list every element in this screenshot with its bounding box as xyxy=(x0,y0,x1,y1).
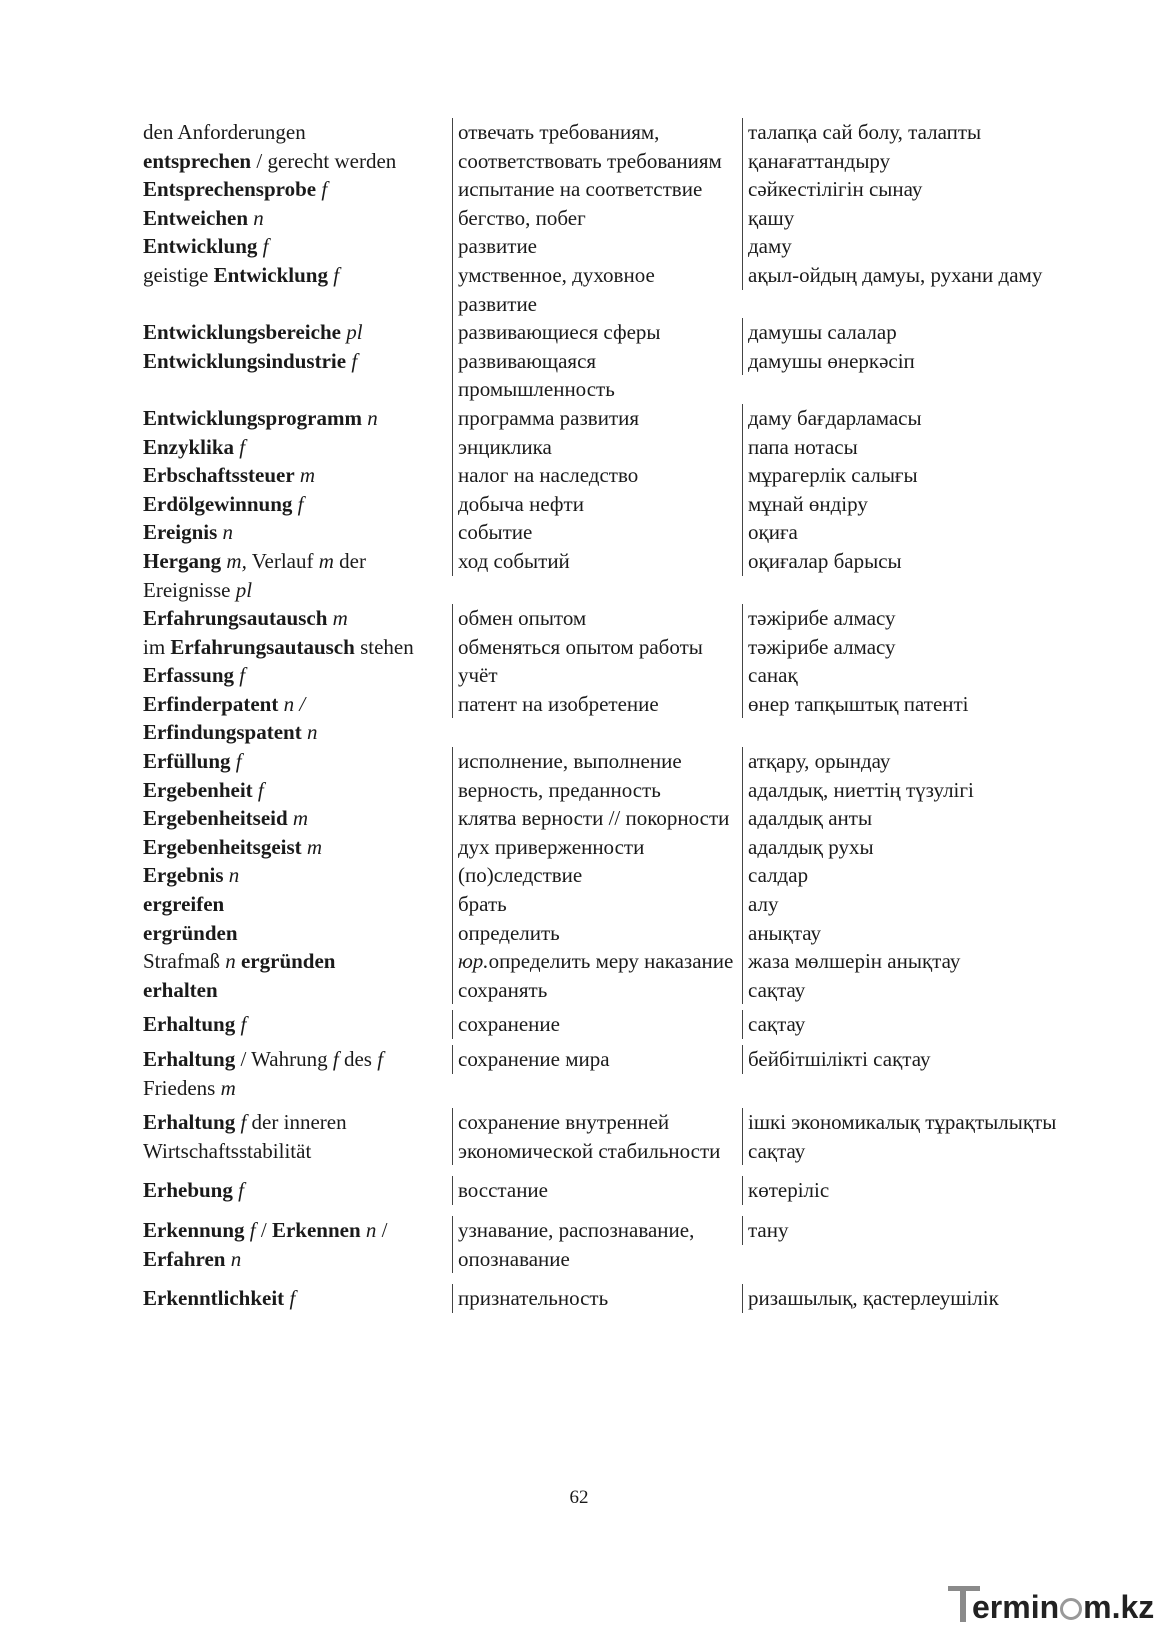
russian-translation xyxy=(452,976,742,1005)
russian-translation xyxy=(452,804,742,833)
russian-translation xyxy=(452,890,742,919)
german-term xyxy=(130,1045,452,1102)
text-segment: восстание xyxy=(458,1178,548,1203)
text-segment: развивающаяся промышленность xyxy=(458,348,615,402)
russian-translation xyxy=(452,1284,742,1313)
text-segment: алу xyxy=(748,892,779,917)
entry-row xyxy=(130,461,1060,490)
text-segment: Ergebenheitsgeist xyxy=(143,834,302,859)
entry-row xyxy=(130,976,1060,1005)
german-term xyxy=(130,661,452,690)
russian-translation xyxy=(452,947,742,976)
text-segment: den Anforderungen xyxy=(143,120,306,144)
entry-row xyxy=(130,261,1060,318)
kazakh-translation xyxy=(742,604,1060,633)
text-segment: Erbschaftssteuer xyxy=(143,463,295,488)
entry-row xyxy=(130,1004,1060,1039)
text-segment: f xyxy=(234,434,246,459)
kazakh-translation xyxy=(742,318,1060,347)
german-term xyxy=(130,347,452,376)
russian-translation xyxy=(452,1010,742,1039)
entry-row xyxy=(130,433,1060,462)
entry-row xyxy=(130,833,1060,862)
text-segment: n xyxy=(217,520,234,545)
text-segment: m xyxy=(294,463,316,488)
text-segment: f xyxy=(234,663,246,688)
german-term xyxy=(130,604,452,633)
page-number: 62 xyxy=(569,1487,589,1508)
german-term xyxy=(130,690,452,747)
entry-row xyxy=(130,861,1060,890)
text-segment: f xyxy=(235,1012,247,1037)
kazakh-translation xyxy=(742,118,1060,175)
text-segment: обменяться опытом работы xyxy=(458,634,703,659)
entry-row xyxy=(130,1205,1060,1273)
russian-translation xyxy=(452,461,742,490)
text-segment: признательность xyxy=(458,1286,609,1311)
german-term xyxy=(130,318,452,347)
text-segment: обмен опытом xyxy=(458,606,587,631)
text-segment: определить xyxy=(458,920,560,945)
german-term xyxy=(130,118,452,175)
text-segment: Erhaltung xyxy=(143,1047,236,1071)
russian-translation xyxy=(452,1108,742,1165)
russian-translation xyxy=(452,776,742,805)
german-term xyxy=(130,776,452,805)
text-segment: развивающиеся сферы xyxy=(458,320,661,345)
german-term xyxy=(130,919,452,948)
text-segment: / xyxy=(376,1217,388,1242)
text-segment: ішкі экономикалық тұрақтылықты сақтау xyxy=(748,1110,1057,1163)
russian-translation xyxy=(452,604,742,633)
text-segment: f xyxy=(232,1178,244,1203)
text-segment: f xyxy=(371,1047,384,1071)
text-segment: n xyxy=(360,1217,377,1242)
text-segment: Erfahrungsautausch xyxy=(143,606,328,631)
text-segment: событие xyxy=(458,520,533,545)
text-segment: n xyxy=(223,863,240,888)
entry-row xyxy=(130,890,1060,919)
kazakh-translation xyxy=(742,947,1060,976)
text-segment: сақтау xyxy=(748,977,806,1002)
german-term xyxy=(130,490,452,519)
text-segment: Erfassung xyxy=(143,663,235,688)
kazakh-translation xyxy=(742,919,1060,948)
entry-row xyxy=(130,518,1060,547)
text-segment: анықтау xyxy=(748,920,822,945)
kazakh-translation xyxy=(742,490,1060,519)
text-segment: n xyxy=(248,205,264,230)
russian-translation xyxy=(452,261,742,318)
german-term xyxy=(130,461,452,490)
text-segment: дамушы салалар xyxy=(748,320,897,345)
entry-row xyxy=(130,804,1060,833)
russian-translation xyxy=(452,175,742,204)
kazakh-translation xyxy=(742,833,1060,862)
text-segment: юр. xyxy=(458,949,489,974)
entry-row xyxy=(130,919,1060,948)
text-segment: Erfahren xyxy=(143,1246,226,1271)
kazakh-translation xyxy=(742,261,1060,290)
text-segment: f xyxy=(316,177,328,202)
text-segment: / Wahrung xyxy=(235,1047,328,1071)
text-segment: адалдық, ниеттің түзулігі xyxy=(748,777,974,802)
text-segment: Erfahrungsautausch xyxy=(170,634,355,659)
kazakh-translation xyxy=(742,890,1060,919)
russian-translation xyxy=(452,547,742,576)
text-segment: сохранять xyxy=(458,977,548,1002)
text-segment: мұнай өндіру xyxy=(748,491,868,516)
kazakh-translation xyxy=(742,347,1060,376)
text-segment: тәжірибе алмасу xyxy=(748,606,896,631)
entry-row xyxy=(130,747,1060,776)
text-segment: m xyxy=(215,1075,236,1100)
text-segment: верность, преданность xyxy=(458,777,661,802)
text-segment: pl xyxy=(340,320,363,345)
kazakh-translation xyxy=(742,518,1060,547)
text-segment: энциклика xyxy=(458,434,552,459)
text-segment: Erfindungspatent xyxy=(143,720,302,745)
text-segment: m xyxy=(313,548,334,573)
text-segment: мұрагерлік салығы xyxy=(748,463,918,488)
text-segment: салдар xyxy=(748,863,809,888)
text-segment: Entwicklung xyxy=(213,262,328,287)
kazakh-translation xyxy=(742,204,1060,233)
text-segment: Erkenntlichkeit xyxy=(143,1286,285,1311)
entry-row xyxy=(130,661,1060,690)
text-segment: дух приверженности xyxy=(458,834,645,859)
russian-translation xyxy=(452,919,742,948)
kazakh-translation xyxy=(742,175,1060,204)
russian-translation xyxy=(452,1176,742,1205)
text-segment: талапқа сай болу, талапты қанағаттандыру xyxy=(748,120,982,173)
russian-translation xyxy=(452,204,742,233)
german-term xyxy=(130,1108,452,1165)
text-segment: des xyxy=(338,1047,372,1071)
text-segment: ақыл-ойдың дамуы, рухани даму xyxy=(748,262,1043,287)
kazakh-translation xyxy=(742,404,1060,433)
text-segment: тәжірибе алмасу xyxy=(748,634,896,659)
entry-row xyxy=(130,118,1060,175)
text-segment: n xyxy=(225,1246,242,1271)
text-segment: даму xyxy=(748,234,792,259)
text-segment: сохранение мира xyxy=(458,1047,610,1071)
entry-row xyxy=(130,633,1060,662)
text-segment: f xyxy=(327,262,340,287)
text-segment: Entwicklung xyxy=(143,234,258,259)
text-segment: қашу xyxy=(748,205,795,230)
russian-translation xyxy=(452,318,742,347)
german-term xyxy=(130,404,452,433)
german-term xyxy=(130,1176,452,1205)
german-term xyxy=(130,833,452,862)
german-term xyxy=(130,976,452,1005)
kazakh-translation xyxy=(742,1216,1060,1245)
german-term xyxy=(130,175,452,204)
logo-t-stem xyxy=(960,1586,966,1622)
kazakh-translation xyxy=(742,461,1060,490)
text-segment: ergründen xyxy=(240,949,336,974)
text-segment: Verlauf xyxy=(246,548,314,573)
text-segment: (по)следствие xyxy=(458,863,583,888)
entry-row xyxy=(130,490,1060,519)
text-segment: im xyxy=(143,634,171,659)
text-segment: Erkennen xyxy=(271,1217,361,1242)
entry-row xyxy=(130,947,1060,976)
text-segment: ризашылық, қастерлеушілік xyxy=(748,1286,999,1311)
kazakh-translation xyxy=(742,1108,1060,1165)
text-segment: f xyxy=(292,491,304,516)
russian-translation xyxy=(452,490,742,519)
text-segment: оқиғалар барысы xyxy=(748,548,902,573)
text-segment: Ergebenheit xyxy=(143,777,253,802)
logo-wordmark xyxy=(972,1589,1154,1626)
text-segment: f xyxy=(346,348,358,373)
text-segment: Friedens xyxy=(143,1075,216,1100)
german-term xyxy=(130,747,452,776)
german-term xyxy=(130,890,452,919)
russian-translation xyxy=(452,861,742,890)
entry-row xyxy=(130,1273,1060,1313)
russian-translation xyxy=(452,661,742,690)
text-segment: der Ereignisse xyxy=(143,548,366,602)
text-segment: сақтау xyxy=(748,1012,806,1037)
text-segment: брать xyxy=(458,892,507,917)
kazakh-translation xyxy=(742,1045,1060,1074)
text-segment: f xyxy=(244,1217,256,1242)
text-segment: даму бағдарламасы xyxy=(748,405,922,430)
text-segment: учёт xyxy=(458,663,498,688)
text-segment: добыча нефти xyxy=(458,491,584,516)
text-segment: f xyxy=(284,1286,296,1311)
russian-translation xyxy=(452,118,742,175)
entry-row xyxy=(130,404,1060,433)
text-segment: Entwicklungsbereiche xyxy=(143,320,341,345)
text-segment: санақ xyxy=(748,663,798,688)
german-term xyxy=(130,1216,452,1273)
entry-row xyxy=(130,1102,1060,1165)
text-segment: папа нотасы xyxy=(748,434,858,459)
german-term xyxy=(130,261,452,290)
kazakh-translation xyxy=(742,433,1060,462)
entry-row xyxy=(130,1039,1060,1102)
text-segment: f xyxy=(230,749,242,774)
german-term xyxy=(130,1284,452,1313)
text-segment: налог на наследство xyxy=(458,463,639,488)
kazakh-translation xyxy=(742,747,1060,776)
termincom-logo xyxy=(946,1582,1155,1628)
russian-translation xyxy=(452,404,742,433)
text-segment: көтеріліс xyxy=(748,1178,830,1203)
text-segment: дамушы өнеркәсіп xyxy=(748,348,915,373)
text-segment: Ergebenheitseid xyxy=(143,806,288,831)
russian-translation xyxy=(452,690,742,719)
text-segment: адалдық анты xyxy=(748,806,873,831)
text-segment: Hergang xyxy=(143,548,222,573)
text-segment: исполнение, выполнение xyxy=(458,749,682,774)
text-segment: отвечать требованиям, соответствовать требованиям xyxy=(458,120,722,173)
text-segment: испытание на соответствие xyxy=(458,177,703,202)
german-term xyxy=(130,433,452,462)
entry-row xyxy=(130,1165,1060,1205)
text-segment: n xyxy=(361,405,378,430)
kazakh-translation xyxy=(742,804,1060,833)
russian-translation xyxy=(452,1216,742,1273)
russian-translation xyxy=(452,518,742,547)
text-segment: geistige xyxy=(143,262,214,287)
russian-translation xyxy=(452,347,742,404)
german-term xyxy=(130,547,452,604)
text-segment: Ergebnis xyxy=(143,863,224,888)
text-segment: бегство, побег xyxy=(458,205,586,230)
text-segment: узнавание, распознавание, опознавание xyxy=(458,1217,695,1271)
german-term xyxy=(130,804,452,833)
russian-translation xyxy=(452,433,742,462)
text-segment: ergründen xyxy=(143,920,238,945)
text-segment: атқару, орындау xyxy=(748,749,891,774)
text-segment: Entwicklungsindustrie xyxy=(143,348,347,373)
entry-row xyxy=(130,204,1060,233)
text-segment: Entsprechensprobe xyxy=(143,177,317,202)
text-segment: Enzyklika xyxy=(143,434,235,459)
text-segment: n xyxy=(219,949,241,974)
entry-row xyxy=(130,232,1060,261)
text-segment: / gerecht werden xyxy=(251,148,397,173)
entry-row xyxy=(130,318,1060,347)
text-segment: Erfinderpatent xyxy=(143,691,279,716)
text-segment: f xyxy=(257,234,269,259)
kazakh-translation xyxy=(742,633,1060,662)
kazakh-translation xyxy=(742,976,1060,1005)
russian-translation xyxy=(452,833,742,862)
text-segment: m xyxy=(287,806,309,831)
logo-text-pre: ermin xyxy=(972,1589,1060,1625)
text-segment: m xyxy=(327,606,348,631)
russian-translation xyxy=(452,232,742,261)
text-segment: Entweichen xyxy=(143,205,248,230)
entry-row xyxy=(130,690,1060,747)
text-segment: m xyxy=(301,834,323,859)
text-segment: f xyxy=(327,1047,339,1071)
text-segment: Erdölgewinnung xyxy=(143,491,293,516)
text-segment: өнер тапқыштық патенті xyxy=(748,691,969,716)
russian-translation xyxy=(452,1045,742,1074)
text-segment: pl xyxy=(235,577,253,602)
text-segment: развитие xyxy=(458,234,538,259)
entry-row xyxy=(130,776,1060,805)
text-segment: / xyxy=(255,1217,272,1242)
text-segment: der inneren Wirtschaftsstabilität xyxy=(143,1110,347,1163)
logo-text-post: m.kz xyxy=(1083,1589,1155,1625)
german-term xyxy=(130,633,452,662)
text-segment: Erhebung xyxy=(143,1178,233,1203)
text-segment: программа развития xyxy=(458,405,640,430)
kazakh-translation xyxy=(742,1010,1060,1039)
text-segment: сәйкестілігін сынау xyxy=(748,177,923,202)
text-segment: патент на изобретение xyxy=(458,691,659,716)
text-segment: n xyxy=(301,720,318,745)
text-segment: жаза мөлшерін анықтау xyxy=(748,949,961,974)
kazakh-translation xyxy=(742,1176,1060,1205)
german-term xyxy=(130,204,452,233)
entry-row xyxy=(130,604,1060,633)
magnifier-icon xyxy=(1060,1598,1082,1620)
text-segment: n / xyxy=(278,691,306,716)
kazakh-translation xyxy=(742,232,1060,261)
text-segment: оқиға xyxy=(748,520,798,545)
text-segment: клятва верности // покорности xyxy=(458,806,730,831)
text-segment: f xyxy=(252,777,264,802)
text-segment: stehen xyxy=(354,634,414,659)
kazakh-translation xyxy=(742,690,1060,719)
text-segment: Erhaltung xyxy=(143,1012,236,1037)
text-segment: Ereignis xyxy=(143,520,218,545)
german-term xyxy=(130,232,452,261)
entry-row xyxy=(130,347,1060,404)
entry-row xyxy=(130,547,1060,604)
text-segment: entsprechen xyxy=(143,148,252,173)
text-segment: ход событий xyxy=(458,548,570,573)
kazakh-translation xyxy=(742,776,1060,805)
german-term xyxy=(130,518,452,547)
text-segment: Strafmaß xyxy=(143,949,220,974)
dictionary-table xyxy=(130,118,1060,1313)
text-segment: erhalten xyxy=(143,977,218,1002)
german-term xyxy=(130,1010,452,1039)
entry-row xyxy=(130,175,1060,204)
text-segment: бейбітшілікті сақтау xyxy=(748,1047,931,1071)
text-segment: ergreifen xyxy=(143,892,225,917)
text-segment: умственное, духовное развитие xyxy=(458,262,655,316)
text-segment: сохранение xyxy=(458,1012,560,1037)
text-segment: f xyxy=(235,1110,247,1135)
german-term xyxy=(130,861,452,890)
russian-translation xyxy=(452,633,742,662)
kazakh-translation xyxy=(742,547,1060,576)
kazakh-translation xyxy=(742,1284,1060,1313)
text-segment: Erhaltung xyxy=(143,1110,236,1135)
text-segment: адалдық рухы xyxy=(748,834,874,859)
kazakh-translation xyxy=(742,861,1060,890)
text-segment: Erkennung xyxy=(143,1217,245,1242)
text-segment: определить меру наказание xyxy=(488,949,734,974)
text-segment: тану xyxy=(748,1217,789,1242)
russian-translation xyxy=(452,747,742,776)
text-segment: сохранение внутренней экономической стабильности xyxy=(458,1110,721,1163)
text-segment: Entwicklungsprogramm xyxy=(143,405,362,430)
kazakh-translation xyxy=(742,661,1060,690)
text-segment: Erfüllung xyxy=(143,749,231,774)
german-term xyxy=(130,947,452,976)
text-segment: m, xyxy=(221,548,247,573)
